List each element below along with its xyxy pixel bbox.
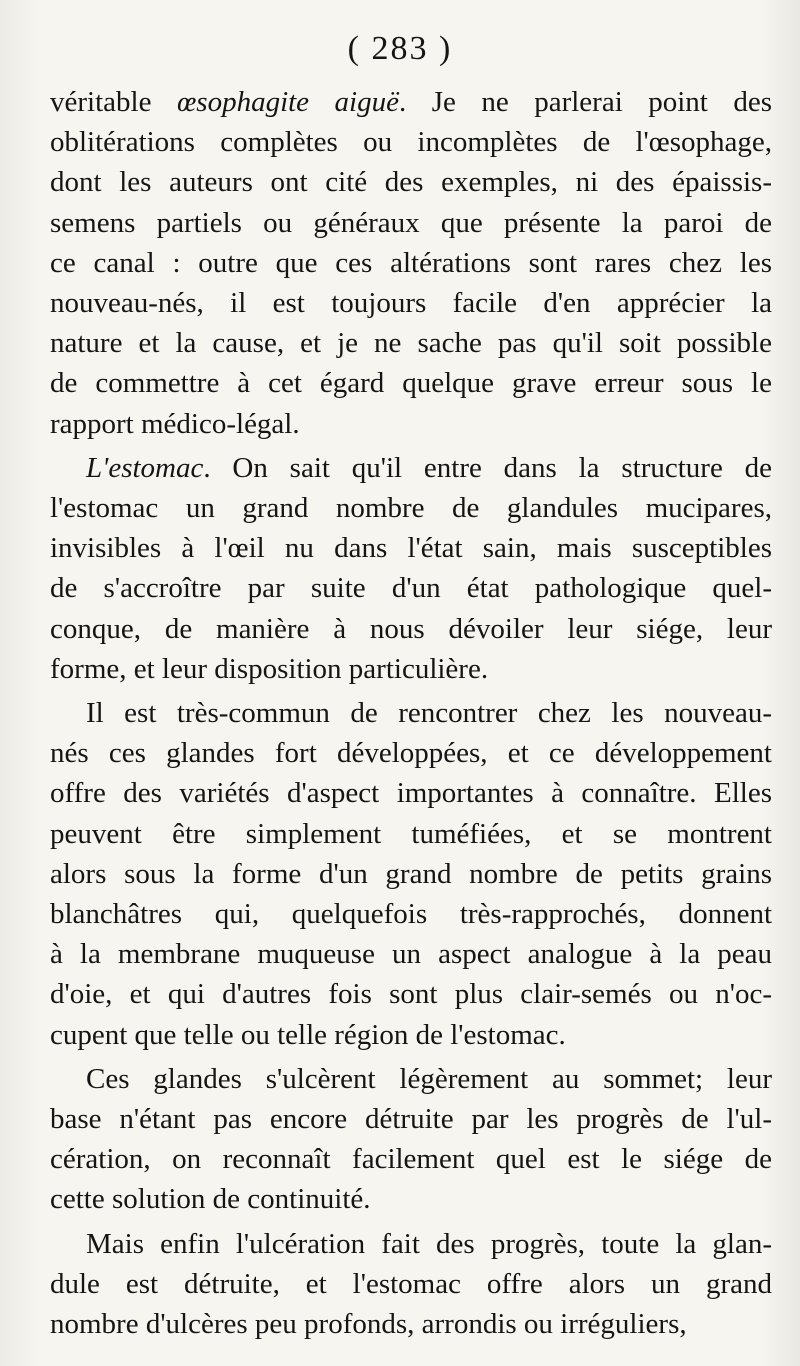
text-line (50, 1224, 772, 1264)
body-text (50, 82, 772, 1344)
text-line (50, 568, 772, 608)
text-segment: rapport médico-légal. (50, 407, 300, 440)
text-line (50, 894, 772, 934)
text-segment: à la membrane muqueuse un aspect analogue à la peau (50, 938, 772, 971)
text-line (50, 283, 772, 323)
text-segment: ce canal : outre que ces altérations sont rares chez les (50, 246, 772, 279)
text-segment: de commettre à cet égard quelque grave erreur sous le (50, 367, 772, 400)
text-line (50, 1179, 772, 1219)
paragraph (50, 693, 772, 1055)
text-segment: dule est détruite, et l'estomac offre alors un grand (50, 1267, 772, 1300)
text-line (50, 243, 772, 283)
text-segment: véritable (50, 86, 177, 118)
paragraph (50, 82, 772, 444)
text-segment: nombre d'ulcères peu profonds, arrondis ou irréguliers, (50, 1308, 687, 1341)
text-line (50, 1139, 772, 1179)
italic-text: L'estomac (86, 451, 204, 484)
text-line (50, 323, 772, 363)
text-line (50, 649, 772, 689)
text-line (50, 1304, 772, 1344)
italic-text: œsophagite aiguë (176, 86, 399, 118)
text-line (50, 1099, 772, 1139)
text-line (50, 1059, 772, 1099)
text-segment: oblitérations complètes ou incomplètes de l'œsophage, (50, 126, 772, 159)
text-line (50, 814, 772, 854)
text-segment: . On sait qu'il entre dans la structure de (203, 451, 772, 484)
text-segment: Mais enfin l'ulcération fait des progrès, toute la glan- (86, 1227, 772, 1260)
text-line (50, 203, 772, 243)
text-line (50, 609, 772, 649)
text-line (50, 1264, 772, 1304)
text-segment: nés ces glandes fort développées, et ce développement (50, 737, 772, 770)
text-segment: semens partiels ou généraux que présente la paroi de (50, 206, 772, 239)
text-segment: invisibles à l'œil nu dans l'état sain, mais susceptibles (50, 532, 772, 565)
text-line (50, 693, 772, 733)
text-segment: d'oie, et qui d'autres fois sont plus clair-semés ou n'oc- (50, 978, 772, 1011)
text-line (50, 162, 772, 202)
text-line (50, 122, 772, 162)
text-segment: l'estomac un grand nombre de glandules mucipares, (50, 492, 772, 525)
text-segment: nouveau-nés, il est toujours facile d'en apprécier la (50, 287, 772, 320)
text-segment: dont les auteurs ont cité des exemples, ni des épaissis- (50, 166, 772, 199)
text-line (50, 404, 772, 444)
paragraph (50, 448, 772, 689)
text-line (50, 363, 772, 403)
text-segment: offre des variétés d'aspect importantes à connaître. Elles (50, 777, 772, 810)
text-segment: Ces glandes s'ulcèrent légèrement au sommet; leur (86, 1062, 772, 1095)
text-segment: blanchâtres qui, quelquefois très-rapprochés, donnent (50, 898, 772, 931)
text-segment: conque, de manière à nous dévoiler leur siége, leur (50, 612, 772, 645)
text-segment: base n'étant pas encore détruite par les progrès de l'ul- (50, 1103, 772, 1136)
text-segment: Il est très-commun de rencontrer chez les nouveau- (86, 697, 772, 730)
text-line (50, 854, 772, 894)
text-line (50, 773, 772, 813)
text-line (50, 974, 772, 1014)
text-line (50, 528, 772, 568)
page-number-header: ( 283 ) (347, 30, 453, 67)
text-segment: nature et la cause, et je ne sache pas qu'il soit possible (50, 327, 772, 360)
text-segment: cération, on reconnaît facilement quel est le siége de (50, 1143, 772, 1176)
text-segment: peuvent être simplement tuméfiées, et se montrent (50, 817, 772, 850)
text-segment: cette solution de continuité. (50, 1183, 371, 1216)
text-line (50, 1015, 772, 1055)
text-segment: . Je ne parlerai point des (398, 86, 772, 118)
text-line (50, 934, 772, 974)
text-line (50, 488, 772, 528)
text-segment: alors sous la forme d'un grand nombre de petits grains (50, 857, 772, 890)
text-segment: de s'accroître par suite d'un état pathologique quel- (50, 572, 772, 605)
text-line (50, 82, 772, 122)
text-line (50, 448, 772, 488)
text-line (50, 733, 772, 773)
paragraph (50, 1224, 772, 1345)
text-segment: cupent que telle ou telle région de l'estomac. (50, 1018, 566, 1051)
paragraph (50, 1059, 772, 1220)
text-segment: forme, et leur disposition particulière. (50, 652, 489, 685)
